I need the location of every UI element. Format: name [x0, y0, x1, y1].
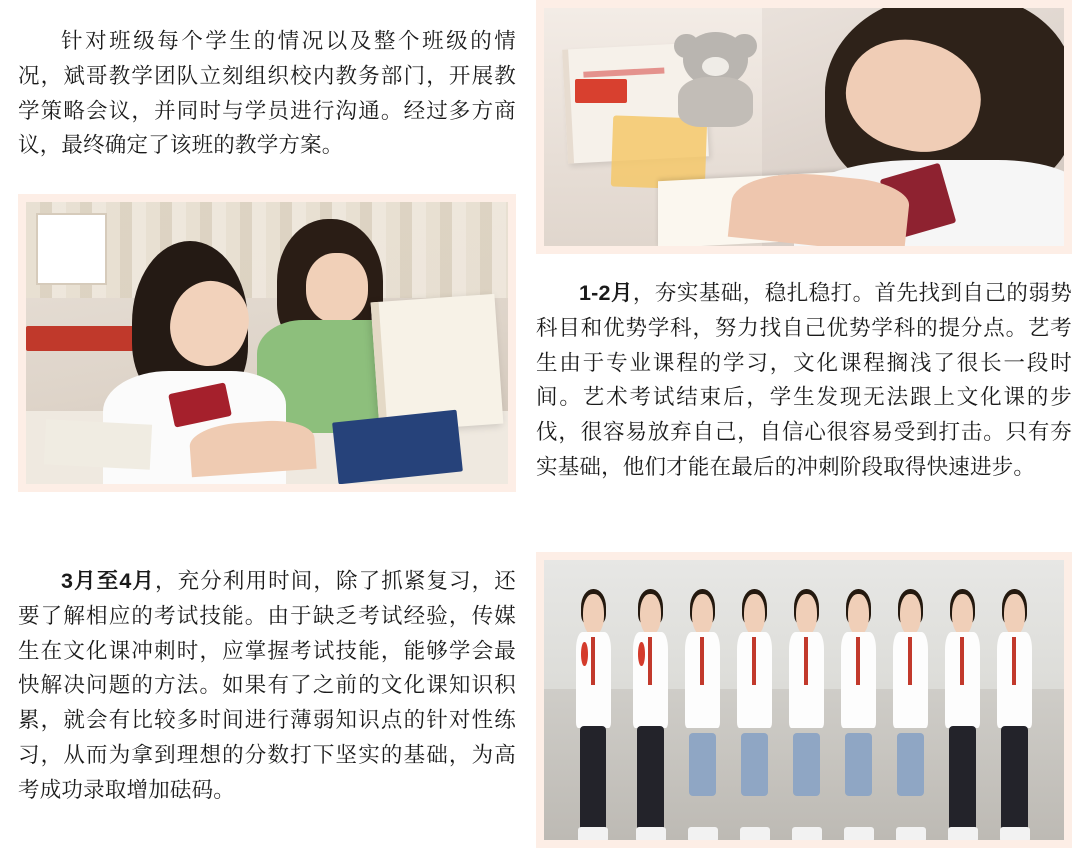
person-figure: [835, 594, 882, 835]
person-figure: [939, 594, 986, 835]
person-figure: [627, 594, 674, 835]
person-figure: [570, 594, 617, 835]
paragraph-mar-apr: [18, 564, 516, 808]
person-figure: [731, 594, 778, 835]
person-figure: [887, 594, 934, 835]
image-group-photo: [536, 552, 1072, 848]
illustration-classroom: [26, 202, 508, 484]
paragraph-intro-text: 针对班级每个学生的情况以及整个班级的情况，斌哥教学团队立刻组织校内教务部门，开展教学策略会议，并同时与学员进行沟通。经过多方商议，最终确定了该班的教学方案。: [18, 29, 516, 158]
illustration-group-photo: [544, 560, 1064, 840]
image-group-photo-content: [544, 560, 1064, 840]
image-girl-studying: [536, 0, 1072, 254]
paragraph-jan-feb-text: ，夯实基础，稳扎稳打。首先找到自己的弱势科目和优势学科，努力找自己优势学科的提分点。艺考生由于专业课程的学习，文化课程搁浅了很长一段时间。艺术考试结束后，学生发现无法跟上文化课的步伐，很容易放弃自己，自信心很容易受到打击。只有夯实基础，他们才能在最后的冲刺阶段取得快速进步。: [536, 281, 1072, 480]
person-figure: [679, 594, 726, 835]
paragraph-jan-feb-body: [536, 276, 1072, 485]
image-girl-studying-content: [544, 8, 1064, 246]
teddy-bear-icon: [669, 32, 763, 127]
paragraph-mar-apr-lead: 3月至4月: [61, 569, 156, 593]
person-figure: [783, 594, 830, 835]
paragraph-mar-apr-text: ，充分利用时间，除了抓紧复习，还要了解相应的考试技能。由于缺乏考试经验，传媒生在文化课冲刺时，应掌握考试技能，能够学会最快解决问题的方法。如果有了之前的文化课知识积累，就会有比较多时间进行薄弱知识点的针对性练习，从而为拿到理想的分数打下坚实的基础，为高考成功录取增加砝码。: [18, 569, 516, 802]
paragraph-jan-feb-lead: 1-2月: [579, 281, 633, 305]
paragraph-mar-apr-body: [18, 564, 516, 808]
image-classroom-content: [26, 202, 508, 484]
paragraph-jan-feb: [536, 276, 1072, 485]
illustration-girl-studying: [544, 8, 1064, 246]
person-figure: [991, 594, 1038, 835]
image-classroom: [18, 194, 516, 492]
paragraph-intro: [18, 24, 516, 163]
